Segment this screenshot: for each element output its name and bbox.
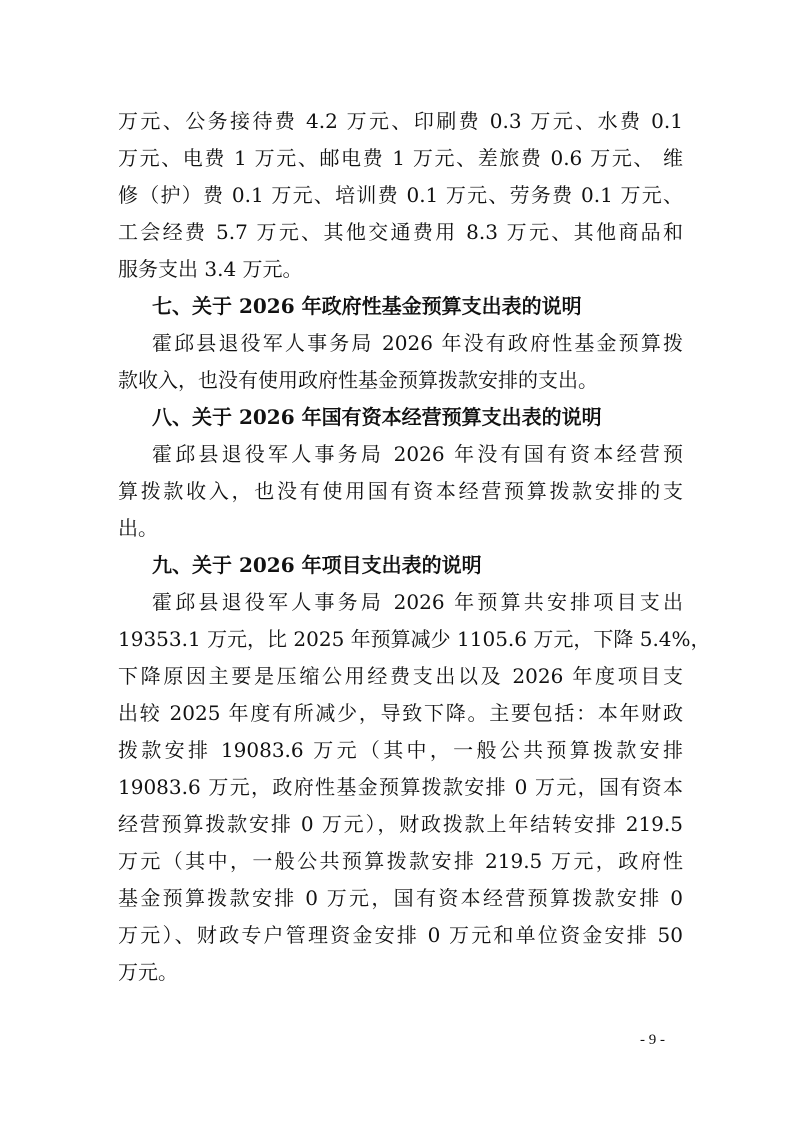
paragraph [118, 103, 683, 288]
text-line: 服务支出 3.4 万元。 [118, 257, 303, 281]
paragraph [118, 584, 711, 991]
text-line: 万元、公务接待费 4.2 万元、印刷费 0.3 万元、水费 0.1 [118, 109, 683, 133]
text-line: 基金预算拨款安排 0 万元，国有资本经营预算拨款安排 0 [118, 886, 683, 910]
text-line: 工会经费 5.7 万元、其他交通费用 8.3 万元、其他商品和 [118, 220, 683, 244]
heading-text: 九、关于 2026 年项目支出表的说明 [152, 553, 482, 577]
heading-text: 七、关于 2026 年政府性基金预算支出表的说明 [152, 294, 582, 318]
heading-text: 八、关于 2026 年国有资本经营预算支出表的说明 [152, 405, 602, 429]
text-line: 经营预算拨款安排 0 万元），财政拨款上年结转安排 219.5 [118, 812, 683, 836]
text-line: 下降原因主要是压缩公用经费支出以及 2026 年度项目支 [118, 664, 683, 688]
section-heading [118, 288, 683, 325]
text-line: 万元（其中，一般公共预算拨款安排 219.5 万元，政府性 [118, 849, 683, 873]
page-number: - 9 - [640, 1032, 665, 1048]
section-heading [118, 547, 683, 584]
text-line: 出。 [118, 516, 158, 540]
text-line: 拨款安排 19083.6 万元（其中，一般公共预算拨款安排 [118, 738, 683, 762]
text-line: 霍邱县退役军人事务局 2026 年没有国有资本经营预 [152, 442, 683, 466]
text-line: 出较 2025 年度有所减少，导致下降。主要包括：本年财政 [118, 701, 683, 725]
text-line: 算拨款收入，也没有使用国有资本经营预算拨款安排的支 [118, 479, 683, 503]
section-heading [118, 399, 683, 436]
text-line: 霍邱县退役军人事务局 2026 年没有政府性基金预算拨 [152, 331, 683, 355]
document-body [118, 103, 711, 991]
paragraph [118, 436, 683, 547]
text-line: 19083.6 万元，政府性基金预算拨款安排 0 万元，国有资本 [118, 775, 683, 799]
text-line: 修（护）费 0.1 万元、培训费 0.1 万元、劳务费 0.1 万元、 [118, 183, 683, 207]
text-line: 万元）、财政专户管理资金安排 0 万元和单位资金安排 50 [118, 923, 683, 947]
text-line: 19353.1 万元，比 2025 年预算减少 1105.6 万元，下降 5.4%， [118, 627, 711, 651]
text-line: 万元、电费 1 万元、邮电费 1 万元、差旅费 0.6 万元、 维 [118, 146, 683, 170]
text-line: 款收入，也没有使用政府性基金预算拨款安排的支出。 [118, 368, 598, 392]
text-line: 万元。 [118, 960, 178, 984]
paragraph [118, 325, 683, 399]
text-line: 霍邱县退役军人事务局 2026 年预算共安排项目支出 [152, 590, 683, 614]
